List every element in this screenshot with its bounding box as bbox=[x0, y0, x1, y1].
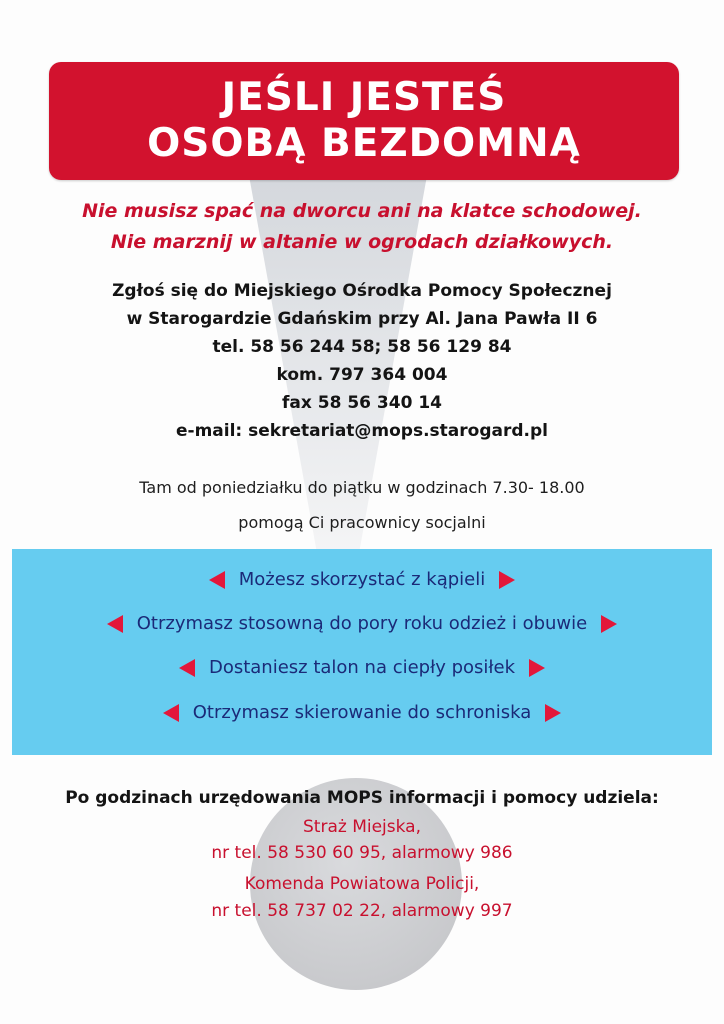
benefit-item bbox=[12, 702, 712, 723]
right-arrow-icon bbox=[529, 659, 545, 677]
hours-line-1: Tam od poniedziałku do piątku w godzinach 7.30- 18.00 bbox=[139, 478, 585, 497]
contact-phone: nr tel. 58 737 02 22, alarmowy 997 bbox=[211, 901, 513, 921]
benefit-text: Dostaniesz talon na ciepły posiłek bbox=[208, 657, 516, 678]
contact-name: Straż Miejska, bbox=[303, 817, 421, 837]
info-line-2: w Starogardzie Gdańskim przy Al. Jana Pawła II 6 bbox=[126, 309, 598, 329]
info-line-1: Zgłoś się do Miejskiego Ośrodka Pomocy Społecznej bbox=[112, 281, 612, 301]
right-arrow-icon bbox=[601, 615, 617, 633]
left-arrow-icon bbox=[107, 615, 123, 633]
right-arrow-icon bbox=[499, 571, 515, 589]
left-arrow-icon bbox=[209, 571, 225, 589]
title-line-1: JEŚLI JESTEŚ bbox=[221, 75, 507, 120]
benefit-text: Możesz skorzystać z kąpieli bbox=[238, 569, 486, 590]
hours-line-2: pomogą Ci pracownicy socjalni bbox=[238, 513, 486, 532]
benefit-item bbox=[12, 657, 712, 678]
left-arrow-icon bbox=[163, 704, 179, 722]
benefits-box bbox=[12, 549, 712, 755]
title-banner bbox=[49, 62, 679, 180]
info-mobile: kom. 797 364 004 bbox=[276, 365, 448, 385]
info-email: e-mail: sekretariat@mops.starogard.pl bbox=[176, 421, 548, 441]
benefit-text: Otrzymasz stosowną do pory roku odzież i obuwie bbox=[136, 613, 588, 634]
benefit-item bbox=[12, 569, 712, 590]
benefit-text: Otrzymasz skierowanie do schroniska bbox=[192, 702, 532, 723]
left-arrow-icon bbox=[179, 659, 195, 677]
subtitle-line-1: Nie musisz spać na dworcu ani na klatce schodowej. bbox=[82, 200, 642, 222]
after-hours-heading: Po godzinach urzędowania MOPS informacji i pomocy udziela: bbox=[65, 788, 659, 808]
subtitle-line-2: Nie marznij w altanie w ogrodach działkowych. bbox=[110, 231, 614, 253]
right-arrow-icon bbox=[545, 704, 561, 722]
contact-name: Komenda Powiatowa Policji, bbox=[244, 874, 480, 894]
info-fax: fax 58 56 340 14 bbox=[282, 393, 442, 413]
benefit-item bbox=[12, 613, 712, 634]
info-phone: tel. 58 56 244 58; 58 56 129 84 bbox=[212, 337, 512, 357]
contact-phone: nr tel. 58 530 60 95, alarmowy 986 bbox=[211, 843, 513, 863]
title-line-2: OSOBĄ BEZDOMNĄ bbox=[147, 121, 581, 166]
